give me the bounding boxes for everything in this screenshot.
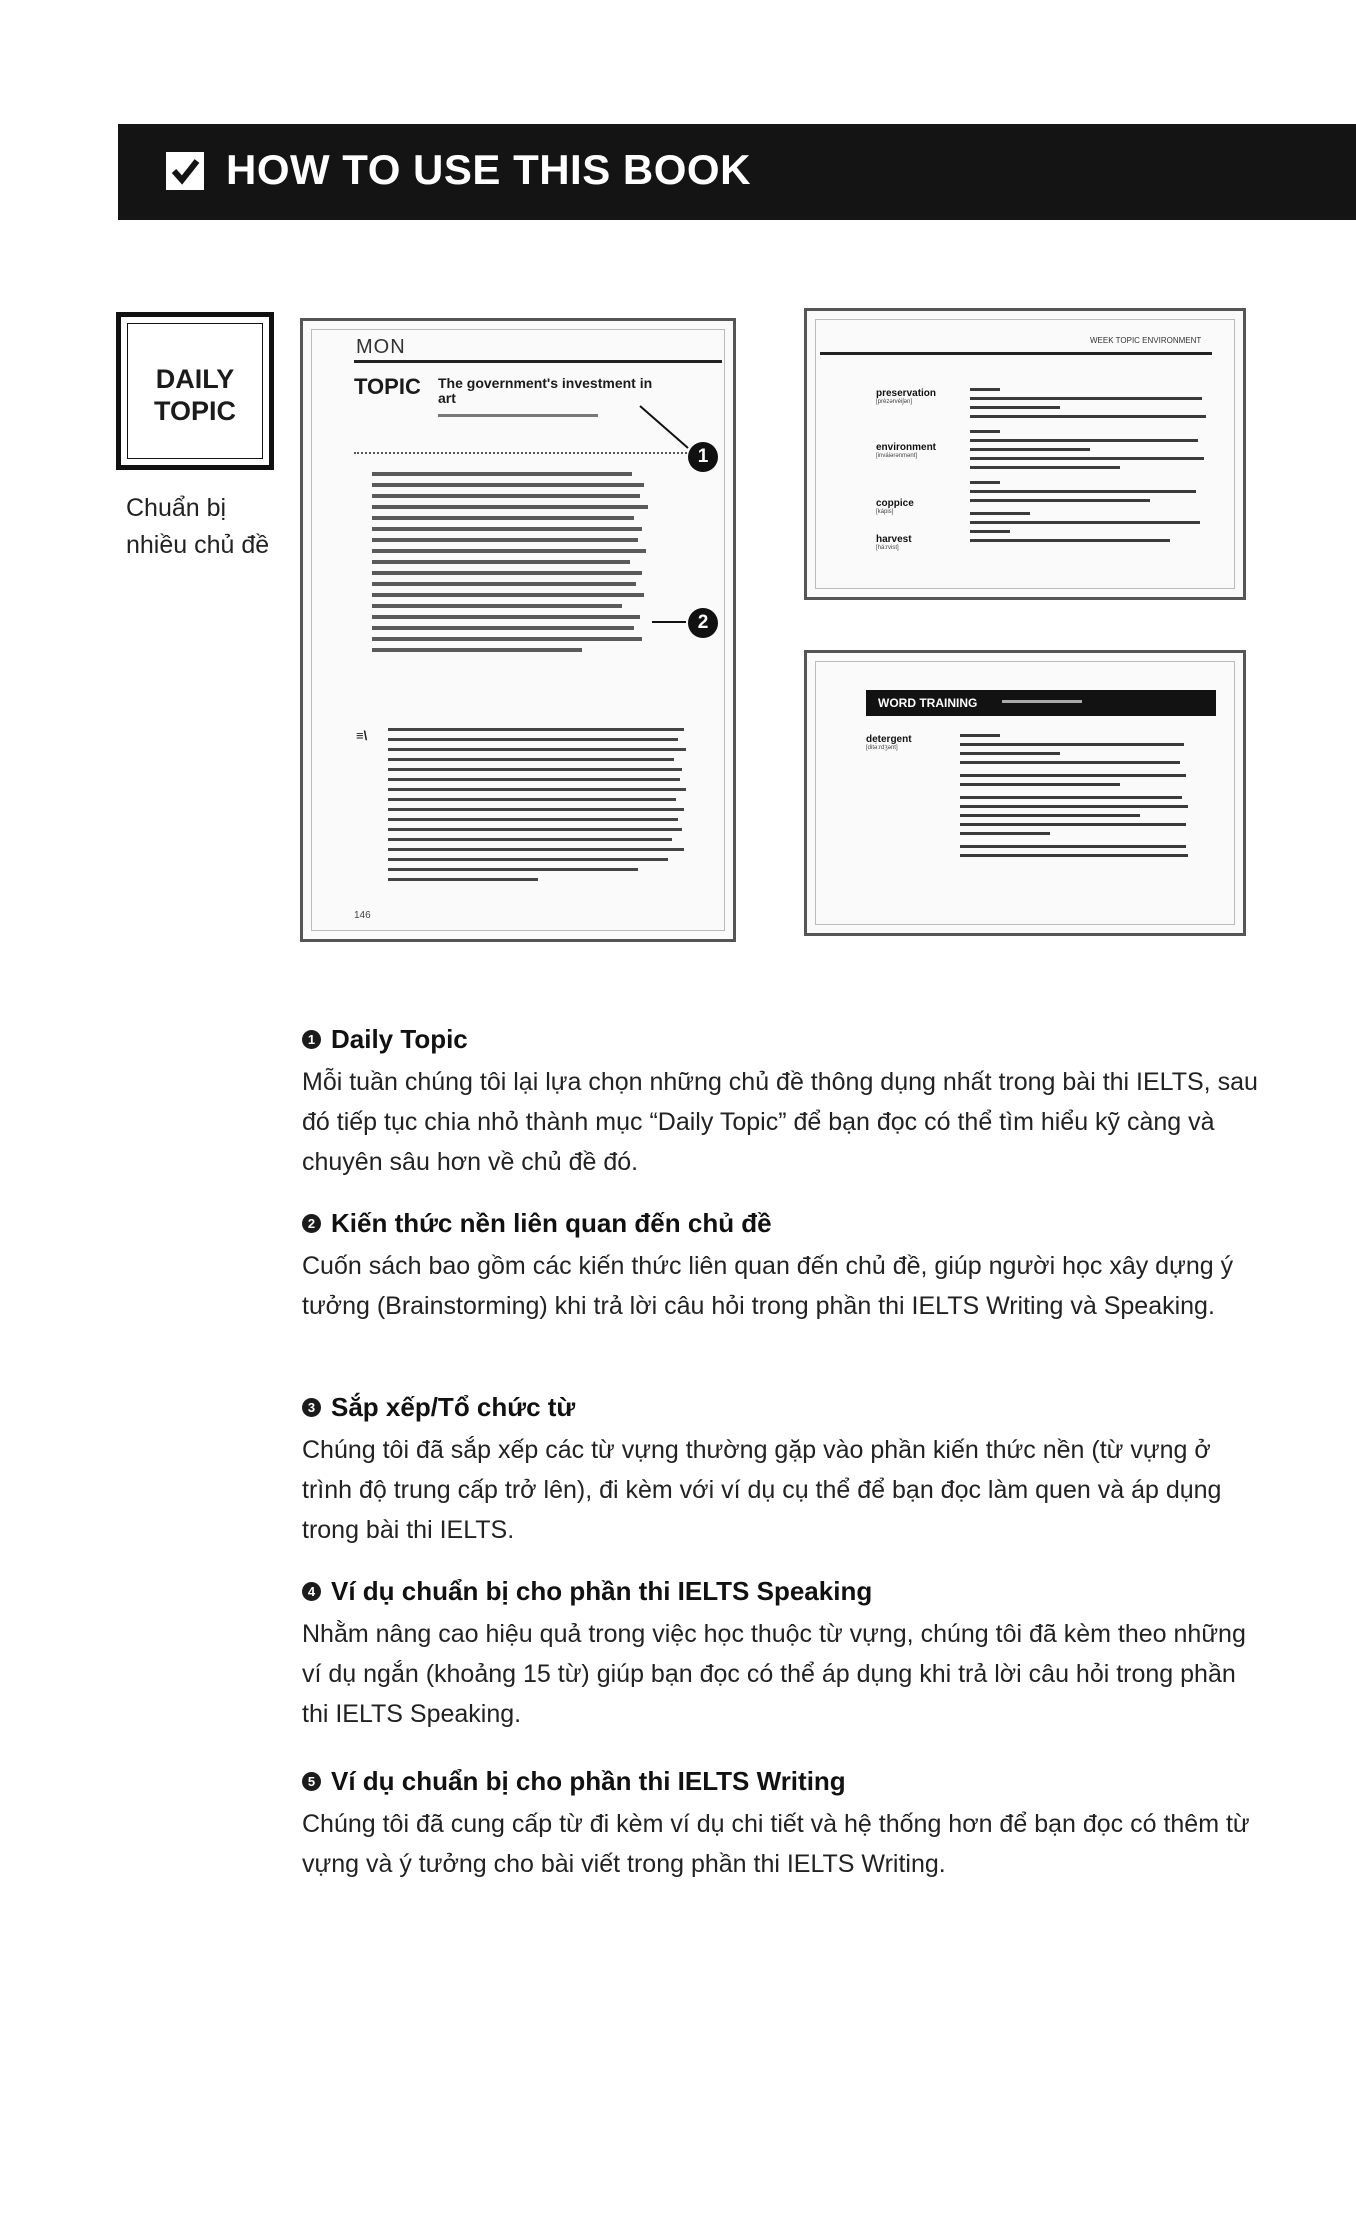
vocab-entry xyxy=(876,442,936,459)
section-body: Nhằm nâng cao hiệu quả trong việc học thuộc từ vựng, chúng tôi đã kèm theo những ví dụ ngắn (khoảng 15 từ) giúp bạn đọc có thể áp dụng khi trả lời câu hỏi trong phần thi IELTS Speaking. xyxy=(302,1620,1246,1728)
vocab-pron: [há:rvist] xyxy=(876,545,899,551)
sample-day-label: MON xyxy=(356,336,406,358)
marker-1: 1 xyxy=(688,442,718,472)
sample-week-topic-header: WEEK TOPIC ENVIRONMENT xyxy=(1090,336,1202,345)
sample-page-number: 146 xyxy=(354,910,371,921)
vocab-word: environment xyxy=(876,442,937,453)
vocab-pron: [prèzərvéiʃən] xyxy=(876,399,913,405)
section-marker: 5 xyxy=(302,1772,321,1791)
section-2 xyxy=(302,1206,1262,1326)
daily-topic-caption xyxy=(126,490,269,564)
section-heading: Ví dụ chuẩn bị cho phần thi IELTS Speaking xyxy=(331,1576,873,1606)
sample-topic-title: The government's investment in art xyxy=(438,375,653,406)
daily-topic-box xyxy=(116,312,274,470)
vocab-word: preservation xyxy=(876,388,937,399)
vocab-entry xyxy=(876,534,912,551)
section-heading: Kiến thức nền liên quan đến chủ đề xyxy=(331,1208,772,1238)
caption-line1: Chuẩn bị xyxy=(126,494,227,522)
section-body: Chúng tôi đã sắp xếp các từ vựng thường gặp vào phần kiến thức nền (từ vựng ở trình độ trung cấp trở lên), đi kèm với ví dụ cụ thể để bạn đọc làm quen và áp dụng trong bài thi IELTS. xyxy=(302,1436,1222,1544)
section-4 xyxy=(302,1574,1262,1734)
section-1 xyxy=(302,1022,1262,1182)
page-title: HOW TO USE THIS BOOK xyxy=(226,146,751,193)
checkbox-check-icon xyxy=(166,152,204,190)
vocab-definitions xyxy=(970,388,1210,548)
section-header-bar xyxy=(118,124,1356,220)
section-heading: Sắp xếp/Tổ chức từ xyxy=(331,1392,576,1422)
vocab-entry xyxy=(876,498,914,515)
section-marker: 4 xyxy=(302,1582,321,1601)
section-heading: Ví dụ chuẩn bị cho phần thi IELTS Writing xyxy=(331,1766,846,1796)
daily-topic-box-line1: DAILY xyxy=(155,364,235,394)
sample-topic-label: TOPIC xyxy=(354,374,421,399)
vocab-entry xyxy=(876,388,936,405)
section-marker: 2 xyxy=(302,1214,321,1233)
vocab-pron: [kápis] xyxy=(876,509,894,515)
daily-topic-box-line2: TOPIC xyxy=(153,396,236,426)
section-marker: 3 xyxy=(302,1398,321,1417)
marker-2: 2 xyxy=(688,608,718,638)
section-5 xyxy=(302,1764,1262,1884)
sample-rule-2 xyxy=(820,352,1212,355)
word-training-bar xyxy=(866,690,1216,716)
vocab-word: harvest xyxy=(876,534,912,545)
section-body: Chúng tôi đã cung cấp từ đi kèm ví dụ chi tiết và hệ thống hơn để bạn đọc có thêm từ vựng và ý tưởng cho bài viết trong phần thi IELTS Writing. xyxy=(302,1810,1250,1878)
vocab-pron: [inváiərənmənt] xyxy=(876,453,918,459)
training-pron: [ditə́:rdʒənt] xyxy=(866,745,898,751)
section-body: Mỗi tuần chúng tôi lại lựa chọn những chủ đề thông dụng nhất trong bài thi IELTS, sau đó tiếp tục chia nhỏ thành mục “Daily Topic” để bạn đọc có thể tìm hiểu kỹ càng và chuyên sâu hơn về chủ đề đó. xyxy=(302,1068,1258,1176)
vocab-word: coppice xyxy=(876,498,914,509)
section-marker: 1 xyxy=(302,1030,321,1049)
training-word: detergent xyxy=(866,734,912,745)
word-training-label: WORD TRAINING xyxy=(878,696,978,710)
section-body: Cuốn sách bao gồm các kiến thức liên quan đến chủ đề, giúp người học xây dựng ý tưởng (Brainstorming) khi trả lời câu hỏi trong phần thi IELTS Writing và Speaking. xyxy=(302,1252,1234,1320)
section-heading: Daily Topic xyxy=(331,1024,468,1054)
section-3 xyxy=(302,1390,1262,1550)
caption-line2: nhiều chủ đề xyxy=(126,531,270,559)
training-entry xyxy=(866,734,912,751)
training-examples xyxy=(960,734,1210,863)
vocab-icon: ≡\ xyxy=(356,728,368,743)
